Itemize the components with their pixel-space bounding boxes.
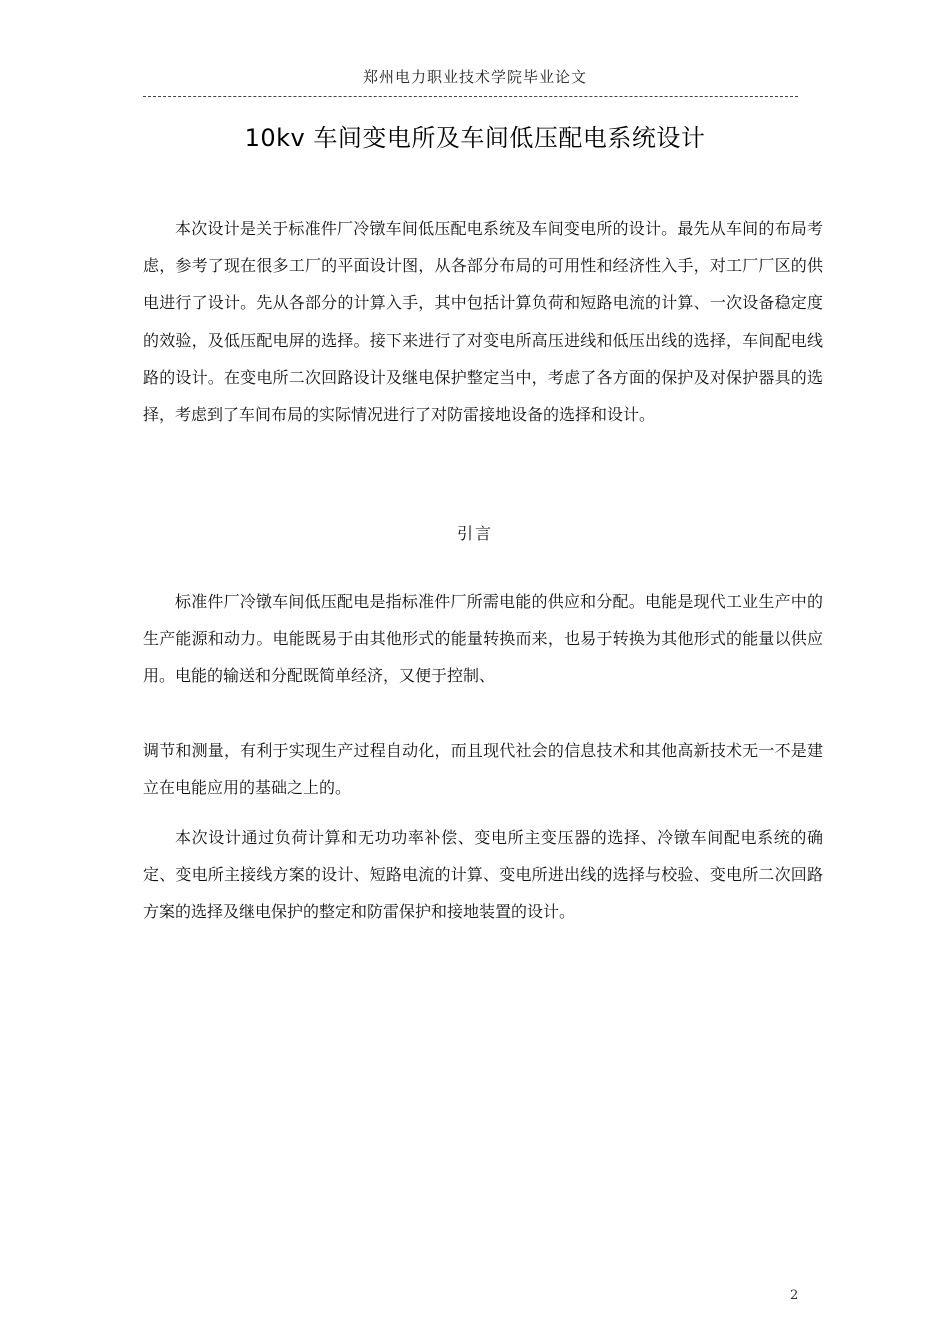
document-title: 10kv 车间变电所及车间低压配电系统设计 <box>244 124 706 152</box>
introduction-paragraph-1: 标准件厂冷镦车间低压配电是指标准件厂所需电能的供应和分配。电能是现代工业生产中的生产能源和动力。电能既易于由其他形式的能量转换而来，也易于转换为其他形式的能量以供应用。电能的输送和分配既简单经济，又便于控制、 <box>143 592 823 686</box>
section-heading-introduction: 引言 <box>456 524 493 543</box>
abstract-paragraph: 本次设计是关于标准件厂冷镦车间低压配电系统及车间变电所的设计。最先从车间的布局考虑，参考了现在很多工厂的平面设计图，从各部分布局的可用性和经济性入手，对工厂厂区的供电进行了设计。先从各部分的计算入手，其中包括计算负荷和短路电流的计算、一次设备稳定度的效验，及低压配电屏的选择。接下来进行了对变电所高压进线和低压出线的选择，车间配电线路的设计。在变电所二次回路设计及继电保护整定当中，考虑了各方面的保护及对保护器具的选择，考虑到了车间布局的实际情况进行了对防雷接地设备的选择和设计。 <box>143 219 823 425</box>
header-divider <box>143 96 798 97</box>
page-header-title: 郑州电力职业技术学院毕业论文 <box>362 68 587 86</box>
page-number: 2 <box>790 1288 799 1303</box>
introduction-paragraph-1-continued: 调节和测量，有利于实现生产过程自动化，而且现代社会的信息技术和其他高新技术无一不是建立在电能应用的基础之上的。 <box>143 741 823 798</box>
introduction-paragraph-2: 本次设计通过负荷计算和无功功率补偿、变电所主变压器的选择、冷镦车间配电系统的确定、变电所主接线方案的设计、短路电流的计算、变电所进出线的选择与校验、变电所二次回路方案的选择及继电保护的整定和防雷保护和接地装置的设计。 <box>143 828 823 922</box>
